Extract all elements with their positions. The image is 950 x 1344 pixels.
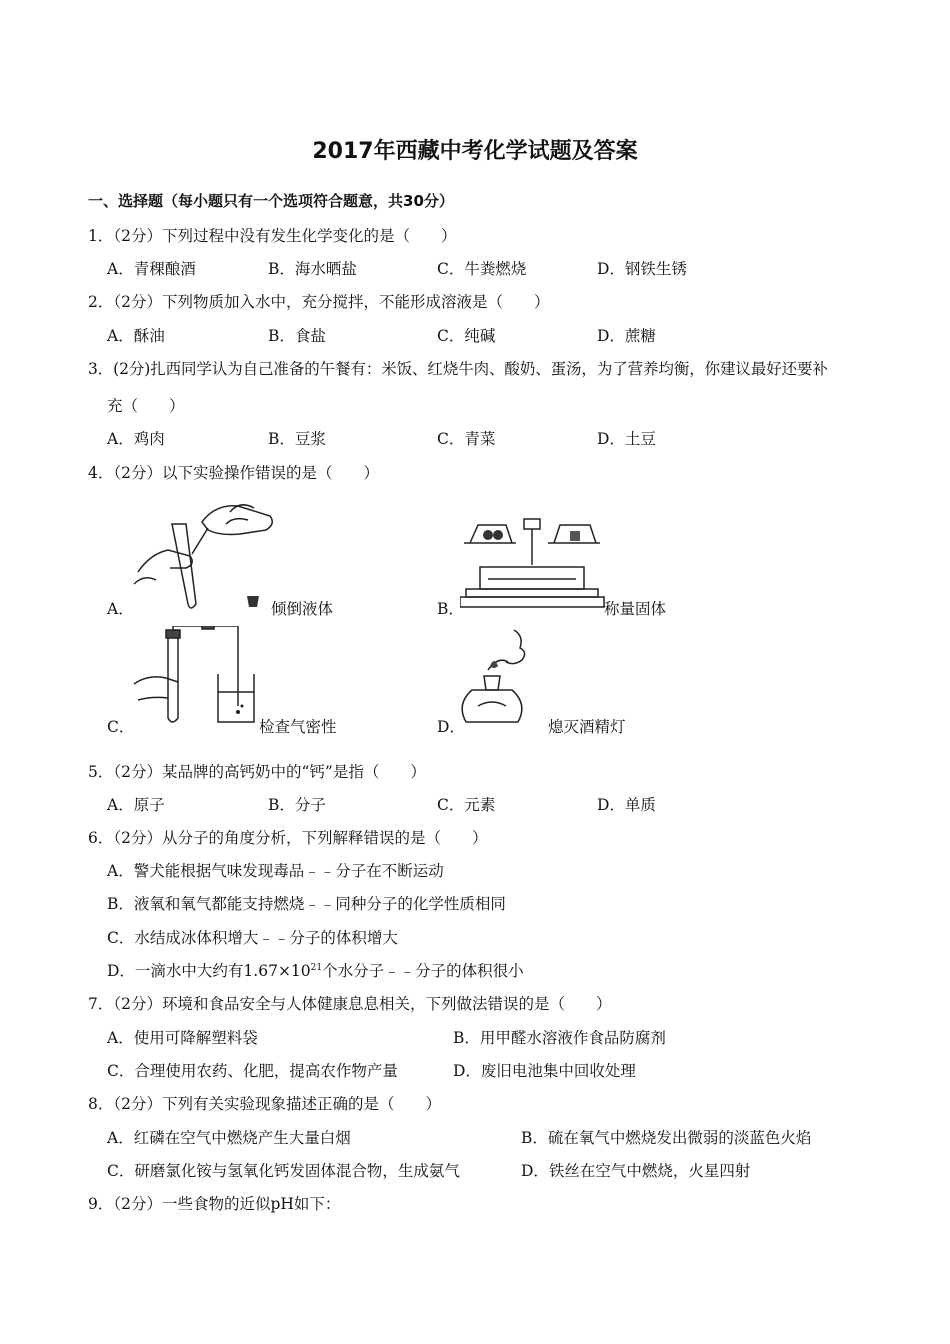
q5-option-c: C．元素 [437,796,496,814]
q3-option-b: B．豆浆 [268,430,326,448]
question-3-stem-cont: 充（ ） [107,397,185,415]
q4-option-b-label: B． [437,600,464,618]
q5-option-b: B．分子 [268,796,326,814]
q7-option-b: B．用甲醛水溶液作食品防腐剂 [453,1029,666,1047]
figure-balance-weighing [460,515,605,617]
q8-option-a: A．红磷在空气中燃烧产生大量白烟 [107,1129,351,1147]
q4-option-c-text: 检查气密性 [259,718,337,736]
q7-option-c: C．合理使用农药、化肥，提高农作物产量 [107,1062,398,1080]
question-1-stem: 1．（2分）下列过程中没有发生化学变化的是（ ） [88,227,457,245]
q6-option-d [107,959,524,981]
q4-option-d-label: D． [437,718,465,736]
figure-airtightness-check [130,626,262,732]
q1-option-c: C．牛粪燃烧 [437,260,527,278]
q4-option-b-text: 称量固体 [604,600,667,618]
q1-option-a: A．青稞酿酒 [107,260,196,278]
question-6-stem: 6．（2分）从分子的角度分析，下列解释错误的是（ ） [88,829,488,847]
q6-option-d-post: 个水分子﹣﹣分子的体积很小 [322,962,524,980]
question-7-stem: 7．（2分）环境和食品安全与人体健康息息相关，下列做法错误的是（ ） [88,995,612,1013]
q6-option-a: A．警犬能根据气味发现毒品﹣﹣分子在不断运动 [107,862,444,880]
question-9-stem: 9．（2分）一些食物的近似pH如下： [88,1195,341,1213]
q1-option-d: D．钢铁生锈 [597,260,687,278]
q4-option-c-label: C． [107,718,135,736]
question-2-stem: 2．（2分）下列物质加入水中，充分搅拌，不能形成溶液是（ ） [88,293,550,311]
q4-option-d-text: 熄灭酒精灯 [548,718,626,736]
q6-option-c: C．水结成冰体积增大﹣﹣分子的体积增大 [107,929,398,947]
q7-option-d: D．废旧电池集中回收处理 [453,1062,636,1080]
stopper-icon [244,592,262,614]
q3-option-d: D．土豆 [597,430,656,448]
question-5-stem: 5．（2分）某品牌的高钙奶中的“钙”是指（ ） [88,763,426,781]
q1-option-b: B．海水晒盐 [268,260,357,278]
q6-option-b: B．液氧和氧气都能支持燃烧﹣﹣同种分子的化学性质相同 [107,895,506,913]
q8-option-b: B．硫在氧气中燃烧发出微弱的淡蓝色火焰 [521,1129,812,1147]
q2-option-a: A．酥油 [107,327,165,345]
q4-option-a-label: A． [107,600,134,618]
q8-option-c: C．研磨氯化铵与氢氧化钙发固体混合物，生成氨气 [107,1162,460,1180]
q5-option-a: A．原子 [107,796,165,814]
question-4-stem: 4．（2分）以下实验操作错误的是（ ） [88,464,379,482]
q2-option-b: B．食盐 [268,327,326,345]
question-3-stem: 3．(2分)扎西同学认为自己准备的午餐有：米饭、红烧牛肉、酸奶、蛋汤，为了营养均衡，你建议最好还要补 [88,360,828,378]
q3-option-c: C．青菜 [437,430,496,448]
q4-option-a-text: 倾倒液体 [271,600,334,618]
q5-option-d: D．单质 [597,796,656,814]
section-heading: 一、选择题（每小题只有一个选项符合题意，共30分） [88,192,454,210]
page-title: 2017年西藏中考化学试题及答案 [312,139,638,164]
question-8-stem: 8．（2分）下列有关实验现象描述正确的是（ ） [88,1095,441,1113]
q6-option-d-pre: D．一滴水中大约有1.67×10 [107,962,311,980]
q7-option-a: A．使用可降解塑料袋 [107,1029,258,1047]
figure-alcohol-lamp [458,626,538,734]
q2-option-d: D．蔗糖 [597,327,656,345]
q6-option-d-exponent: 21 [310,962,323,973]
q8-option-d: D．铁丝在空气中燃烧，火星四射 [521,1162,751,1180]
q3-option-a: A．鸡肉 [107,430,165,448]
q2-option-c: C．纯碱 [437,327,496,345]
